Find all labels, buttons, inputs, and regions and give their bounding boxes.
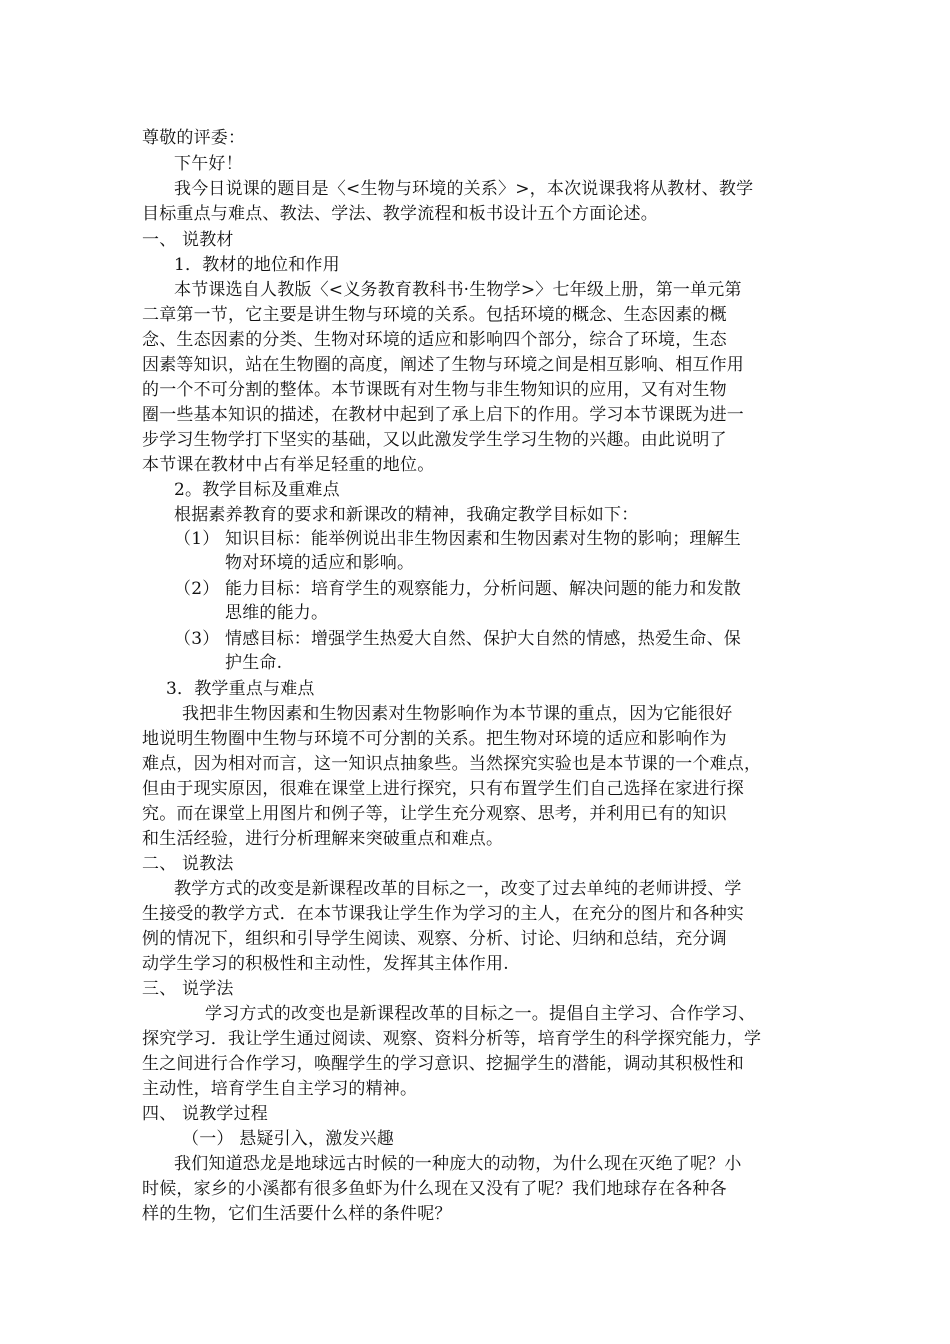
hello-line: 下午好！ xyxy=(174,154,243,174)
paragraph-line: 学习方式的改变也是新课程改革的目标之一。提倡自主学习、合作学习、 xyxy=(205,1004,756,1024)
goal-number: （1） xyxy=(174,529,220,549)
paragraph-line: 难点，因为相对而言，这一知识点抽象些。当然探究实验也是本节课的一个难点， xyxy=(142,754,762,774)
subsection-heading: （一） 悬疑引入，激发兴趣 xyxy=(182,1129,395,1149)
goal-text: 护生命. xyxy=(225,653,283,673)
paragraph-line: 主动性，培育学生自主学习的精神。 xyxy=(142,1079,418,1099)
paragraph-line: 生接受的教学方式．在本节课我让学生作为学习的主人，在充分的图片和各种实 xyxy=(142,904,744,924)
paragraph-line: 念、生态因素的分类、生物对环境的适应和影响四个部分，综合了环境，生态 xyxy=(142,330,727,350)
subsection-heading: 1．教材的地位和作用 xyxy=(174,255,340,275)
paragraph-line: 样的生物，它们生活要什么样的条件呢？ xyxy=(142,1204,452,1224)
section-heading: 四、 说教学过程 xyxy=(142,1104,269,1124)
paragraph-line: 生之间进行合作学习，唤醒学生的学习意识、挖掘学生的潜能，调动其积极性和 xyxy=(142,1054,744,1074)
paragraph-line: 我把非生物因素和生物因素对生物影响作为本节课的重点，因为它能很好 xyxy=(182,704,733,724)
section-heading: 三、 说学法 xyxy=(142,979,234,999)
goal-text: 知识目标：能举例说出非生物因素和生物因素对生物的影响；理解生 xyxy=(225,529,741,549)
paragraph-line: 和生活经验，进行分析理解来突破重点和难点。 xyxy=(142,829,504,849)
intro-line: 我今日说课的题目是〈<生物与环境的关系〉>，本次说课我将从教材、教学 xyxy=(174,179,754,199)
goal-number: （3） xyxy=(174,629,220,649)
paragraph-line: 根据素养教育的要求和新课改的精神，我确定教学目标如下： xyxy=(174,505,639,525)
paragraph-line: 例的情况下，组织和引导学生阅读、观察、分析、讨论、归纳和总结，充分调 xyxy=(142,929,727,949)
paragraph-line: 步学习生物学打下坚实的基础，又以此激发学生学习生物的兴趣。由此说明了 xyxy=(142,430,727,450)
paragraph-line: 时候，家乡的小溪都有很多鱼虾为什么现在又没有了呢？我们地球存在各种各 xyxy=(142,1179,727,1199)
paragraph-line: 本节课在教材中占有举足轻重的地位。 xyxy=(142,455,435,475)
paragraph-line: 因素等知识，站在生物圈的高度，阐述了生物与环境之间是相互影响、相互作用 xyxy=(142,355,744,375)
paragraph-line: 我们知道恐龙是地球远古时候的一种庞大的动物，为什么现在灭绝了呢？小 xyxy=(174,1154,742,1174)
paragraph-line: 地说明生物圈中生物与环境不可分割的关系。把生物对环境的适应和影响作为 xyxy=(142,729,727,749)
paragraph-line: 究。而在课堂上用图片和例子等，让学生充分观察、思考，并利用已有的知识 xyxy=(142,804,727,824)
goal-text: 思维的能力。 xyxy=(225,603,329,623)
paragraph-line: 但由于现实原因，很难在课堂上进行探究，只有布置学生们自己选择在家进行探 xyxy=(142,779,744,799)
subsection-heading: 2。教学目标及重难点 xyxy=(174,480,340,500)
goal-text: 能力目标：培育学生的观察能力，分析问题、解决问题的能力和发散 xyxy=(225,579,741,599)
paragraph-line: 动学生学习的积极性和主动性，发挥其主体作用. xyxy=(142,954,509,974)
paragraph-line: 圈一些基本知识的描述，在教材中起到了承上启下的作用。学习本节课既为进一 xyxy=(142,405,744,425)
section-heading: 一、 说教材 xyxy=(142,230,234,250)
section-heading: 二、 说教法 xyxy=(142,854,234,874)
paragraph-line: 教学方式的改变是新课程改革的目标之一，改变了过去单纯的老师讲授、学 xyxy=(174,879,742,899)
goal-number: （2） xyxy=(174,579,220,599)
goal-text: 物对环境的适应和影响。 xyxy=(225,553,415,573)
greeting: 尊敬的评委： xyxy=(142,128,246,148)
intro-line: 目标重点与难点、教法、学法、教学流程和板书设计五个方面论述。 xyxy=(142,204,658,224)
paragraph-line: 本节课选自人教版〈<义务教育教科书·生物学>〉七年级上册，第一单元第 xyxy=(174,280,742,300)
paragraph-line: 二章第一节，它主要是讲生物与环境的关系。包括环境的概念、生态因素的概 xyxy=(142,305,727,325)
goal-text: 情感目标：增强学生热爱大自然、保护大自然的情感，热爱生命、保 xyxy=(225,629,741,649)
subsection-heading: 3．教学重点与难点 xyxy=(166,679,315,699)
paragraph-line: 探究学习．我让学生通过阅读、观察、资料分析等，培育学生的科学探究能力，学 xyxy=(142,1029,762,1049)
paragraph-line: 的一个不可分割的整体。本节课既有对生物与非生物知识的应用，又有对生物 xyxy=(142,380,727,400)
